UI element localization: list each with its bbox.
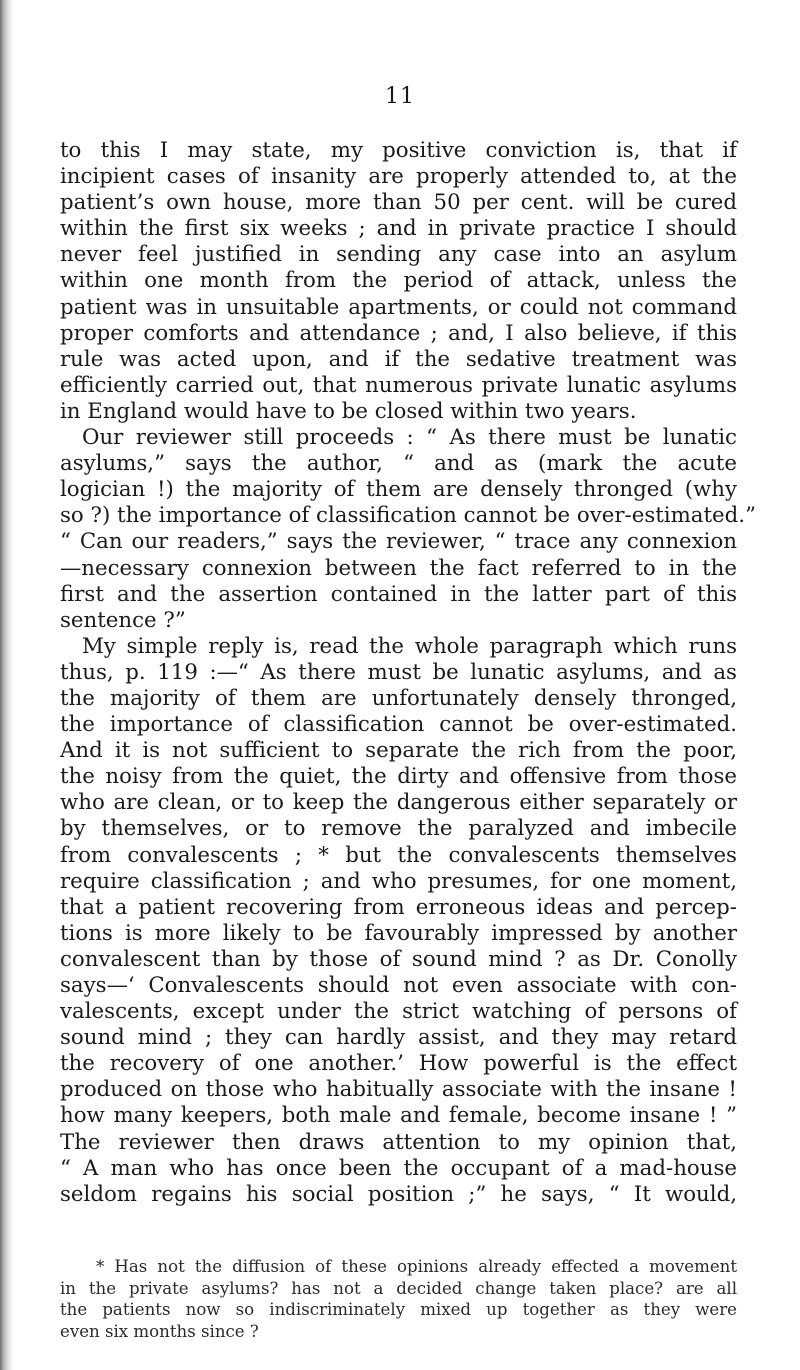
body-line: valescents, except under the strict watching of persons of <box>60 999 737 1025</box>
body-line: patient’s own house, more than 50 per cent. will be cured <box>60 190 737 216</box>
body-line: Our reviewer still proceeds : “ As there must be lunatic <box>82 425 737 451</box>
body-line: so ?) the importance of classification cannot be over-estimated.” <box>60 503 756 529</box>
body-line: sound mind ; they can hardly assist, and they may retard <box>60 1025 737 1051</box>
body-line: tions is more likely to be favourably impressed by another <box>60 920 737 946</box>
body-line: —necessary connexion between the fact referred to in the <box>60 555 737 581</box>
body-line: the noisy from the quiet, the dirty and offensive from those <box>60 764 737 790</box>
body-line: within the first six weeks ; and in private practice I should <box>60 216 737 242</box>
body-line: sentence ?” <box>60 607 186 633</box>
footnote-line: in the private asylums? has not a decided change taken place? are all <box>60 1278 737 1298</box>
body-line: seldom regains his social position ;” he says, “ It would, <box>60 1181 737 1207</box>
body-line: who are clean, or to keep the dangerous either separately or <box>60 790 737 816</box>
body-line: incipient cases of insanity are properly attended to, at the <box>60 164 737 190</box>
body-line: how many keepers, both male and female, become insane ! ” <box>60 1103 737 1129</box>
body-line: first and the assertion contained in the latter part of this <box>60 581 737 607</box>
body-line: to this I may state, my positive conviction is, that if <box>60 138 737 163</box>
body-line: that a patient recovering from erroneous ideas and percep- <box>60 894 737 920</box>
body-line: “ Can our readers,” says the reviewer, “ trace any connexion <box>60 529 737 555</box>
body-line: patient was in unsuitable apartments, or could not command <box>60 294 737 320</box>
body-line: in England would have to be closed within two years. <box>60 398 637 424</box>
body-line: require classification ; and who presumes, for one moment, <box>60 868 737 894</box>
footnote <box>60 1256 737 1342</box>
body-line: And it is not sufficient to separate the rich from the poor, <box>60 738 737 764</box>
body-text <box>60 138 756 1208</box>
body-line: within one month from the period of attack, unless the <box>60 268 737 294</box>
body-line: “ A man who has once been the occupant of a mad-house <box>60 1155 737 1181</box>
body-line: by themselves, or to remove the paralyzed and imbecile <box>60 816 737 842</box>
footnote-line: the patients now so indiscriminately mixed up together as they were <box>60 1300 737 1320</box>
body-line: thus, p. 119 :—“ As there must be lunatic asylums, and as <box>60 659 737 685</box>
page-number: 11 <box>385 84 415 109</box>
body-line: asylums,” says the author, “ and as (mark the acute <box>60 451 737 477</box>
body-line: My simple reply is, read the whole paragraph which runs <box>82 633 737 659</box>
body-line: the recovery of one another.’ How powerful is the effect <box>60 1051 737 1077</box>
body-line: produced on those who habitually associate with the insane ! <box>60 1077 737 1103</box>
body-line: the majority of them are unfortunately densely thronged, <box>60 685 737 711</box>
body-line: says—‘ Convalescents should not even associate with con- <box>60 973 737 998</box>
footnote-line: * Has not the diffusion of these opinions already effected a movement <box>96 1257 737 1276</box>
body-line: the importance of classification cannot be over-estimated. <box>60 712 737 738</box>
body-line: proper comforts and attendance ; and, I also believe, if this <box>60 320 737 346</box>
body-line: from convalescents ; * but the convalescents themselves <box>60 842 737 868</box>
body-line: efficiently carried out, that numerous private lunatic asylums <box>60 372 737 398</box>
page-binding-edge <box>0 0 14 1370</box>
body-line: never feel justified in sending any case into an asylum <box>60 242 737 268</box>
body-line: convalescent than by those of sound mind ? as Dr. Conolly <box>60 946 737 972</box>
body-line: The reviewer then draws attention to my opinion that, <box>60 1129 737 1155</box>
body-line: logician !) the majority of them are densely thronged (why <box>60 477 737 503</box>
footnote-line: even six months since ? <box>60 1321 259 1341</box>
body-line: rule was acted upon, and if the sedative treatment was <box>60 346 737 372</box>
